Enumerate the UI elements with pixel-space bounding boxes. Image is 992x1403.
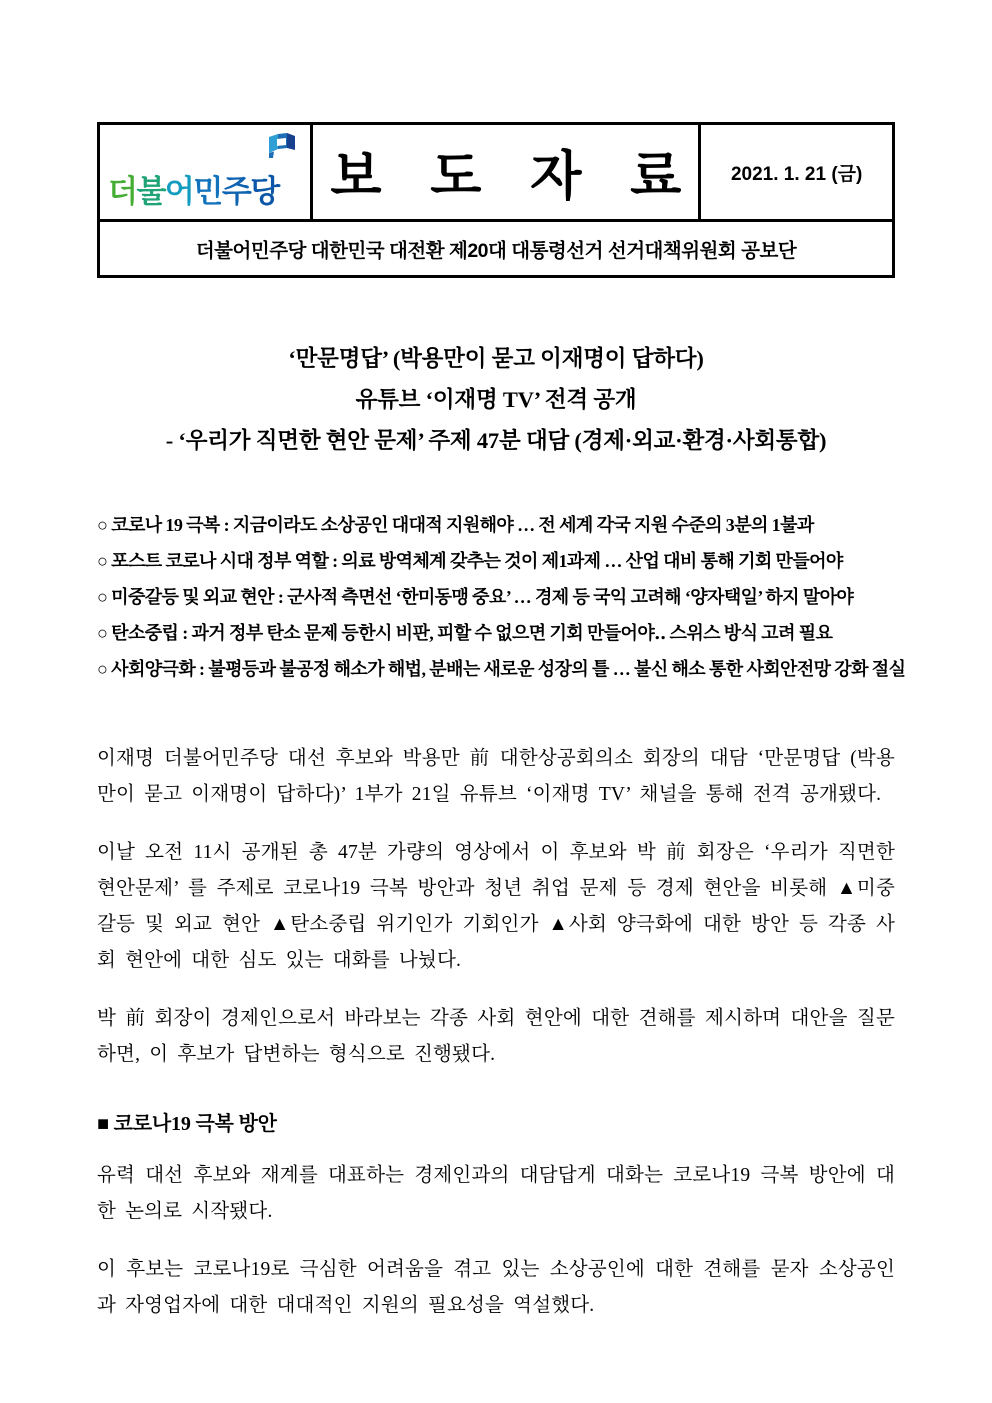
summary-bullet: ○ 미중갈등 및 외교 현안 : 군사적 측면선 ‘한미동맹 중요’ … 경제 등 국익 고려해 ‘양자택일’ 하지 말아야 <box>97 587 854 607</box>
headline-block <box>97 338 895 461</box>
header-subtitle: 더불어민주당 대한민국 대전환 제20대 대통령선거 선거대책위원회 공보단 <box>195 239 797 262</box>
party-logo-text: 더불어민주당 <box>108 174 279 209</box>
section-heading-covid19: ■ 코로나19 극복 방안 <box>97 1113 277 1135</box>
summary-bullet: ○ 사회양극화 : 불평등과 불공정 해소가 해법, 분배는 새로운 성장의 틀 … 불신 해소 통한 사회안전망 강화 절실 <box>97 659 906 679</box>
header-top-row <box>100 125 892 222</box>
body-paragraph-3: 박 前 회장이 경제인으로서 바라보는 각종 사회 현안에 대한 견해를 제시하며 대안을 질문하면, 이 후보가 답변하는 형식으로 진행됐다. <box>97 1008 895 1065</box>
summary-bullet: ○ 포스트 코로나 시대 정부 역할 : 의료 방역체계 갖추는 것이 제1과제 … 산업 대비 통해 기회 만들어야 <box>97 551 843 571</box>
release-date: 2021. 1. 21 (금) <box>730 163 863 185</box>
body-paragraph-2: 이날 오전 11시 공개된 총 47분 가량의 영상에서 이 후보와 박 前 회장은 ‘우리가 직면한 현안문제’ 를 주제로 코로나19 극복 방안과 청년 취업 문제 등 경제 현안을 비롯해 ▲미중 갈등 및 외교 현안 ▲탄소중립 위기인가 기회인가 ▲사회 양극화에 대한 방안 등 각종 사회 현안에 대한 심도 있는 대화를 나눴다. <box>97 842 895 971</box>
header-box <box>97 122 895 278</box>
summary-bullet: ○ 코로나 19 극복 : 지금이라도 소상공인 대대적 지원해야 … 전 세계 각국 지원 수준의 3분의 1불과 <box>97 515 814 535</box>
party-logo-cell <box>100 125 313 219</box>
headline-line-3: - ‘우리가 직면한 현안 문제’ 주제 47분 대담 (경제·외교·환경·사회통합) <box>165 428 827 453</box>
headline-line-2: 유튜브 ‘이재명 TV’ 전격 공개 <box>355 387 637 412</box>
body-paragraph-4: 유력 대선 후보와 재계를 대표하는 경제인과의 대담답게 대화는 코로나19 극복 방안에 대한 논의로 시작됐다. <box>97 1165 895 1222</box>
date-cell <box>701 125 892 219</box>
body-paragraph-1: 이재명 더불어민주당 대선 후보와 박용만 前 대한상공회의소 회장의 대담 ‘만문명답 (박용만이 묻고 이재명이 답하다)’ 1부가 21일 유튜브 ‘이재명 TV’ 채널을 통해 전격 공개됐다. <box>97 748 895 805</box>
press-release-title: 보 도 자 료 <box>330 147 699 206</box>
page-content <box>97 0 906 1324</box>
body-paragraph-5: 이 후보는 코로나19로 극심한 어려움을 겪고 있는 소상공인에 대한 견해를 묻자 소상공인과 자영업자에 대한 대대적인 지원의 필요성을 역설했다. <box>97 1259 895 1316</box>
press-title-cell <box>313 125 701 219</box>
summary-bullet: ○ 탄소중립 : 과거 정부 탄소 문제 등한시 비판, 피할 수 없으면 기회 만들어야‥ 스위스 방식 고려 필요 <box>97 623 833 643</box>
header-subtitle-row <box>100 222 892 275</box>
party-flag-icon <box>266 132 298 162</box>
headline-line-1: ‘만문명답’ (박용만이 묻고 이재명이 답하다) <box>288 346 704 371</box>
summary-bullet-list <box>97 507 906 687</box>
